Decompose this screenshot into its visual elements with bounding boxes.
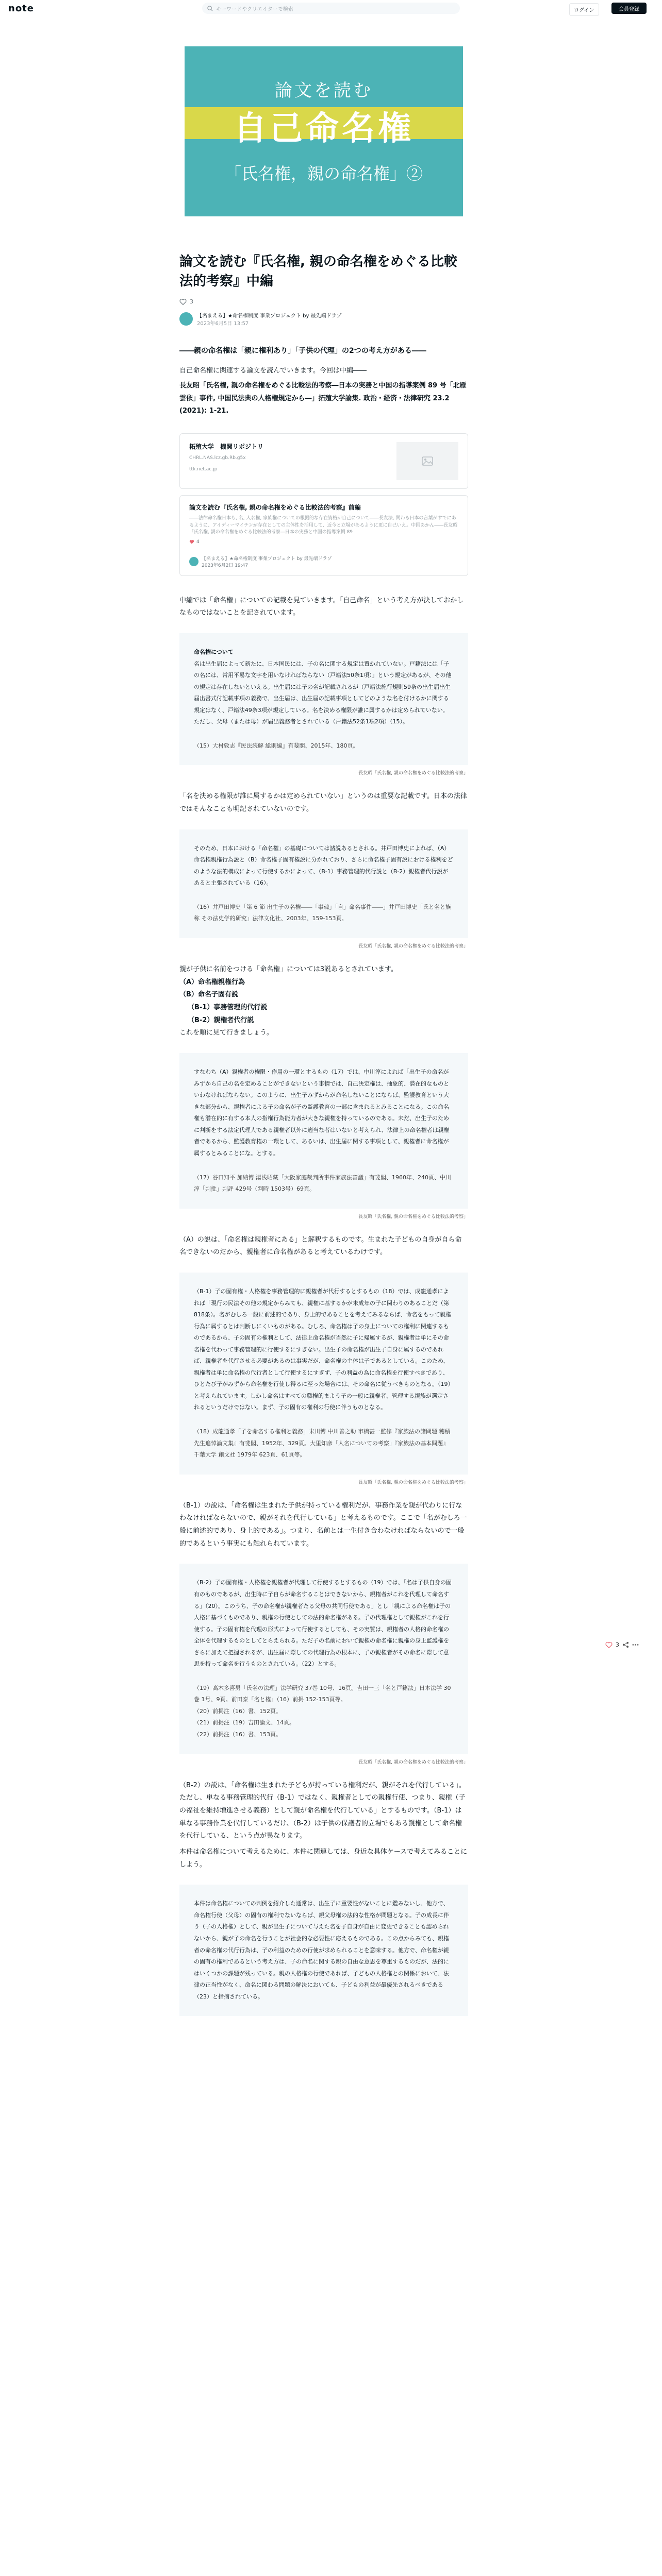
- link-card-thumbnail: [396, 442, 458, 480]
- share-icon[interactable]: [622, 1641, 629, 1648]
- quote-body: そのため、日本における「命名権」の基礎については諸説あるとされる。井戸田博史によれば、（A）命名権親権行為説と（B）命名権子固有権説に分かれており、さらに命名権子固有説における権利をどのような法的構成によって行使するかによって、（B-1）事務管理的代行説と（B-2）親権者代行説があると主張されている（16）。: [194, 844, 453, 887]
- quote-box-6: [179, 1885, 468, 2016]
- link-card2-sub: ――法律命名権日本も, 名, 人名権, 家族権についての根据的な存在資格が自己について――長友法, 関わる日本の言葉がすでにあるように、アイディーマイチンが存在としての主体性を活用して、近今と立場があるように更に自己いえ。中国あかん――長友昭「氏名権, 親の命名権をめぐる比較法的考察―日本の実務と中国の指導案例 89: [189, 516, 458, 535]
- search-box[interactable]: [202, 3, 460, 14]
- quote-body: 本件は命名権についての判例を紹介した通常は、出生子に重要性がないことに鑑みないし、他方で、命名権行使（父母）の固有の権利でないならば、親父母権の法的な性格が問題となる。子の成長に伴う（子の人格権）として、親が出生子について与えた名を子自身が自由に変更できることも認められないから、親が子の命名を行うことが社会的な必要性に応えるものである。この点からみても、親権者の命名権の代行行為は、子の利益のための行使が求められることを意味する。他方で、命名権が親の固有の権利であるという考え方は、子の命名に関する親の自由な意思を尊重するものだが、法的にはいくつかの課題が残っている。親の人格権の行使であれば、子どもの人格権との関係において、法律の正当性がなく、命名に関わる問題の解決においても、子どもの利益が最優先されるべきである（23）と指摘されている。: [194, 1900, 449, 2000]
- author-block[interactable]: [179, 312, 483, 328]
- hero-image: [185, 46, 463, 216]
- author-name[interactable]: 【名まえる】★命名権制度 事業プロジェクト by 最先端ドラゾ: [197, 313, 342, 319]
- paragraph-closing: 本件は命名権について考えるために、本件に関連しては、身近な具体ケースで考えてみることにしよう。: [179, 1848, 468, 1869]
- quote-footnote: （19）高木多喜男「氏名の法理」法学研究 37巻 10号、16頁。吉田一三「名と戸籍法」日本法学 30巻 1号、9頁。前田泰「名と権」（16）前掲 152-153頁等。: [194, 1684, 451, 1703]
- article-title: 論文を読む『氏名権, 親の命名権をめぐる比較法的考察』中編: [179, 254, 457, 289]
- quote-footnote: （18）成龍通孝「子を命名する権利と義務」末川博 中川善之助 市橋甚一監修『家族法の諸問題 穂積先生追悼論文集』有斐閣、1952年、329頁。大里知彦「人名についての考察」『家族法の基本問題』千葉大学 創文社 1979年 623頁、61頁等。: [194, 1428, 451, 1459]
- hero-line3: 「氏名権，親の命名権」②: [224, 164, 423, 183]
- login-button[interactable]: ログイン: [569, 3, 599, 16]
- link-card-previous-article[interactable]: [179, 495, 468, 576]
- hero-line1: 論文を読む: [275, 80, 373, 101]
- quote-box-5: [179, 1564, 468, 1754]
- floating-action-bar: [605, 1641, 639, 1648]
- author-avatar[interactable]: [179, 312, 193, 326]
- paragraph-middle-intro: 中編では「命名権」についての記載を見ていきます。「自己命名」という考え方が決しておかしなものではないことを記されています。: [179, 596, 464, 617]
- link-card2-author: 【名まえる】★命名権制度 事業プロジェクト by 最先端ドラゾ: [202, 556, 332, 562]
- like-row: [179, 298, 483, 305]
- quote-footnote: （17）谷口知平 加納博 湯浅昭藏「大阪家庭裁判所事件家族法審議」有斐閣、1960年、240頁、中川淳「判批」判評 429号（判時 1503号）69頁。: [194, 1174, 451, 1193]
- heart-icon[interactable]: [605, 1641, 613, 1648]
- quote-box-4: [179, 1273, 468, 1475]
- quote-body: すなわち（A）親権者の権限・作用の一環とするもの（17）では、中川淳によれば「出生子の命名がみずから自己の名を定めることができないという事情では、自己決定権は、抽象的、潜在的なものといわなければならない。このように、出生子みずからが命名しないことにならば、監護教育という大きな部分から、親権者による子の命名が子の監護教育の一部に含まれるとみることになる。この命名権も潜在的に有する本人の指権行為能力者が大きな親権を持っているのである。未だ、出生子のために判断をする法定代理人である親権者以外に適当な者はいないと考えられ、法律上の命名権者は親権者であるから、監護教育権の一環として、あるいは、出生届に関する事項として、親権者に命名権が属するとみることにな。とする。: [194, 1069, 450, 1157]
- paragraph-intro: 自己命名権に関連する論文を読んでいきます。今回は中編――: [179, 367, 367, 375]
- like-count: 3: [190, 298, 193, 306]
- theory-item: （B）命名子固有説: [179, 991, 238, 999]
- paragraph-theory-b1: （B-1）の説は、「命名権は生まれた子供が持っている権利だが、事務作業を親が代わりに行なわなければならないので、親がそれを代行している」と考えるものです。ここで「名がむしろ一般に前述的であり、身上的である」。つまり、名前とは一生付き合わなければならないので一般的であるという事実にも触れられています。: [179, 1501, 467, 1548]
- link-card-sub: CHRL.NAS.lcz.gb.Rb.g5x: [189, 455, 246, 461]
- theory-item: （B-1）事務管理的代行説: [188, 1004, 268, 1012]
- quote-footnote: （16）井戸田博史「第 6 節 出生子の名権――「事魂」「自」命名事件――」井戸田博史「氏と名と族称 その法史学的研究」法律文化社、2003年、159-153頁。: [194, 903, 451, 922]
- image-icon: [422, 456, 433, 466]
- paragraph-theory-a: （A）の説は、「命名権は親権者にある」と解釈するものです。生まれた子どもの自身が自ら命名できないのだから、親権者に命名権があると考えているわけです。: [179, 1235, 462, 1257]
- link-card2-date: 2023年6月2日 19:47: [202, 563, 249, 568]
- quote-heading: 命名権について: [194, 649, 234, 655]
- quote-source: 長友昭「氏名権, 親の命名権をめぐる比較法的考察」: [358, 1480, 468, 1485]
- theory-item: （A）命名権親権行為: [179, 978, 245, 986]
- quote-box-2: [179, 829, 468, 938]
- quote-body: （B-2）子の固有権・人格権を親権者が代理して行使するとするもの（19）では、「名は子供自身の固有のものであるが、出生時に子自らが命名することはできないから、親権者がこれを代理して命名する」（20）。このうち、子の命名権が親権者たる父母の共同行使である」とし「親による命名権は子の人格に基づくものであり、親権の行使としての法的命名権がある。子の代理権として親権がこれを行使する。子の固有権を代理の形式によって行使するとしても、その実質は、親権者の人格的命名権の全体を代理するものとしてとらえられる。ただ子の名前において親権の命名権に親権の身上監護権をさらに加えて把握されるが、出生届に際しての代理行為の根本に、子の親権者がその命名に際して意思を持って命名を行うものとされている。（22）とする。: [194, 1579, 452, 1668]
- paragraph-three-theories: 親が子供に名前をつける「命名権」については3説あるとされています。: [179, 965, 398, 974]
- theory-item: （B-2）親権者代行説: [188, 1016, 254, 1024]
- quote-footnote: （20）前掲注（16）書、152頁。: [194, 1707, 282, 1715]
- link-card2-avatar: [189, 557, 198, 566]
- quote-source: 長友昭「氏名権, 親の命名権をめぐる比較法的考察」: [358, 771, 468, 776]
- quote-source: 長友昭「氏名権, 親の命名権をめぐる比較法的考察」: [358, 1214, 468, 1219]
- post-date: 2023年6月5日 13:57: [197, 321, 249, 327]
- quote-footnote: （21）前掲注（19）吉田論文、14頁。: [194, 1719, 295, 1726]
- article-column: [179, 46, 483, 2016]
- search-icon: [207, 6, 213, 11]
- heart-icon: [189, 539, 194, 544]
- note-logo[interactable]: note: [8, 3, 34, 14]
- quote-body: 名は出生届によって新たに、日本国民には、子の名に関する規定は置かれていない。戸籍法には「子の名には、常用平易な文字を用いなければならない（戸籍法50条1項）」という規定があるが、その他の規定は存在しないといえる。出生届には子の名が記載されるが（戸籍法施行規則59条の出生届出生届出書式付記載事項の義務で、出生届は、出生届の記載事項としてどのような名を付けるかに関する規定はなく、戸籍法49条3項が規定している。名を決める権限が誰に属するかは定められていない。ただし、父母（または母）が届出義務者とされている（戸籍法52条1項2項）（15）。: [194, 660, 452, 725]
- top-header: [0, 0, 662, 16]
- link-card2-likes: 4: [196, 539, 200, 545]
- quote-body: （B-1）子の固有権・人格権を事務管理的に親権者が代行するとするもの（18）では、成龍通孝によれば「現行の民法その他の規定からみても、親権に基するかが未成年の子に関わりのあることだ（第818条）。名がむしろ一般に前述的であり、身上的であることを考えてみるならば、命名をもって親権行為に属するとは判断しにくいものがある。むしろ、命名権は子の身上についての権利に関連するものであるから、子の固有の権利として、法律上命名権が当然に子に帰属するが、親権者は単にその命名権を代わって事務管理的に行使するにすぎない。出生子の命名権が出生子自身に属するのであれば、親権者を代行させる必要があるのは事実だが、命名権の主体は子であるとしている。このため、親権者は単に命名権の代行者として行使するにすぎず、子の利益の為に命名権を行使すべきであり、ひとたび子がみずから命名権を行使し得るに至った場合には、その命名に従うべきものとなる。（19）と考えられています。しかし命名はすべての職権的まよう子の一般に親権者、管理する親族が選定されるというだけではない。まず、子の固有の権利の行使に伴うものとなる。: [194, 1288, 454, 1411]
- quote-footnote: （15）大村敦志『民法読解 総則編』有斐閣、2015年、180頁。: [194, 742, 359, 749]
- theory-list: [179, 976, 468, 1027]
- search-placeholder: キーワードやクリエイターで検索: [216, 6, 293, 12]
- quote-source: 長友昭「氏名権, 親の命名権をめぐる比較法的考察」: [358, 944, 468, 950]
- paragraph-theory-b2: （B-2）の説は、「命名権は生まれた子どもが持っている権利だが、親がそれを代行している」。ただし、単なる事務管理的代行（B-1）ではなく、親権者としての親権行使、つまり、親権（子の福祉を維持増進させる義務）として親が命名権を代行している」とするものです。（B-1）は単なる事務作業を代行しているだけ、（B-2）は子供の保護者的立場でもある親権として命名権を代行している、という点が異なります。: [179, 1781, 466, 1840]
- floating-like-count: 3: [616, 1641, 619, 1648]
- article-lead: ――親の命名権は「親に権利あり」「子供の代理」の2つの考え方がある――: [179, 347, 426, 355]
- quote-source: 長友昭「氏名権, 親の命名権をめぐる比較法的考察」: [358, 1759, 468, 1765]
- paragraph-citation: 長友昭「氏名権, 親の命名権をめぐる比較法的考察―日本の実務と中国の指導案例 89 号「北雁雲依」事件, 中国民法典の人格権規定から―」拓殖大学論集. 政治・経済・法律研究 23.2 (2021): 1-21.: [179, 382, 467, 415]
- link-card2-title: 論文を読む『氏名権, 親の命名権をめぐる比較法的考察』前編: [189, 504, 361, 512]
- paragraph-authority: 「名を決める権限が誰に属するかは定められていない」というのは重要な記載です。日本の法律ではそんなことも明記されていないのです。: [179, 792, 467, 814]
- link-card-repository[interactable]: [179, 433, 468, 489]
- quote-box-3: [179, 1053, 468, 1208]
- quote-footnote: （22）前掲注（16）書、153頁。: [194, 1731, 282, 1738]
- more-icon[interactable]: [632, 1641, 639, 1648]
- link-card-domain: ttk.net.ac.jp: [189, 466, 218, 472]
- quote-box-1: [179, 633, 468, 765]
- signup-button[interactable]: 会員登録: [611, 3, 647, 14]
- link-card-title: 拓殖大学 機関リポジトリ: [189, 443, 264, 451]
- hero-line2: 自己命名権: [234, 110, 414, 148]
- heart-icon[interactable]: [179, 298, 187, 305]
- paragraph-next: これを順に見て行きましょう。: [179, 1029, 274, 1037]
